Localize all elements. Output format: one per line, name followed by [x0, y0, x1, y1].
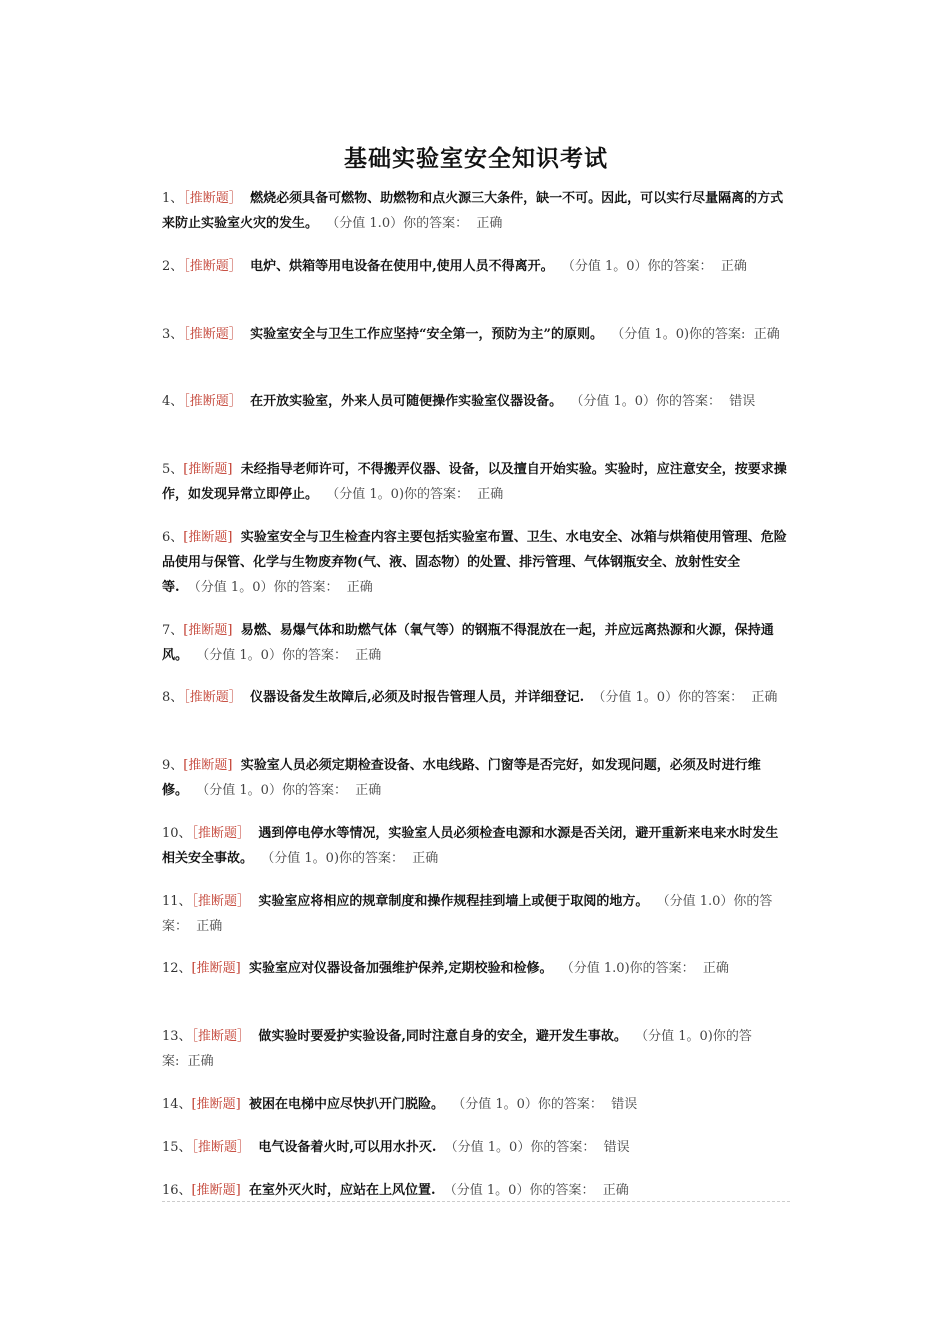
question-number: 4、 — [162, 394, 184, 409]
question-type-tag: ［推断题］ — [191, 826, 251, 841]
question-item — [162, 889, 790, 939]
question-score: （分值 1。0）你的答案： — [196, 648, 347, 663]
question-type-tag: ［推断题］ — [191, 894, 251, 909]
question-item — [162, 186, 790, 236]
question-type-tag: [推断题] — [191, 1097, 241, 1112]
question-statement: 实验室安全与卫生检查内容主要包括实验室布置、卫生、水电安全、冰箱与烘箱使用管理、危险品使用与保管、化学与生物废弃物(气、液、固态物）的处置、排污管理、气体钢瓶安全、放射性安全等. — [162, 530, 787, 595]
question-number: 14、 — [162, 1097, 192, 1112]
question-statement: 实验室应将相应的规章制度和操作规程挂到墙上或便于取阅的地方。 — [258, 894, 649, 909]
question-number: 6、 — [162, 530, 184, 545]
question-answer: 错误 — [603, 1140, 630, 1155]
question-type-tag: [推断题] — [183, 462, 233, 477]
question-type-tag: ［推断题］ — [183, 394, 242, 409]
question-number: 1、 — [162, 191, 184, 206]
question-number: 13、 — [162, 1029, 192, 1044]
question-statement: 电气设备着火时,可以用水扑灭. — [258, 1140, 437, 1155]
question-answer: 正确 — [753, 327, 780, 342]
question-type-tag: [推断题] — [183, 530, 233, 545]
question-score: （分值 1。0)你的答案： — [326, 487, 470, 502]
question-score: （分值 1。0）你的答案： — [187, 580, 339, 595]
question-score: （分值 1。0）你的答案： — [561, 259, 713, 274]
question-statement: 易燃、易爆气体和助燃气体（氧气等）的钢瓶不得混放在一起，并应远离热源和火源，保持通风。 — [162, 623, 774, 663]
question-statement: 实验室安全与卫生工作应坚持“安全第一，预防为主”的原则。 — [250, 327, 604, 342]
question-number: 15、 — [162, 1140, 192, 1155]
question-statement: 未经指导老师许可，不得搬弄仪器、设备，以及擅自开始实验。实验时，应注意安全，按要求操作，如发现异常立即停止。 — [162, 462, 787, 502]
question-statement: 燃烧必须具备可燃物、助燃物和点火源三大条件，缺一不可。因此，可以实行尽量隔离的方式来防止实验室火灾的发生。 — [162, 191, 784, 231]
divider — [162, 1201, 790, 1202]
question-score: （分值 1。0）你的答案： — [444, 1140, 596, 1155]
question-item — [162, 1092, 790, 1117]
question-item — [162, 525, 790, 600]
question-statement: 做实验时要爱护实验设备,同时注意自身的安全，避开发生事故。 — [258, 1029, 627, 1044]
question-score: （分值 1.0）你的答案： — [162, 894, 773, 934]
question-statement: 实验室应对仪器设备加强维护保养,定期校验和检修。 — [248, 961, 553, 976]
question-item — [162, 821, 790, 871]
question-item — [162, 322, 790, 347]
question-type-tag: [推断题] — [191, 1183, 241, 1198]
question-answer: 正确 — [187, 1054, 214, 1069]
question-score: （分值 1。0）你的答案： — [570, 394, 722, 409]
question-statement: 在开放实验室，外来人员可随便操作实验室仪器设备。 — [250, 394, 563, 409]
question-number: 9、 — [162, 758, 184, 773]
question-number: 7、 — [162, 623, 184, 638]
question-item — [162, 753, 790, 803]
question-answer: 正确 — [602, 1183, 629, 1198]
question-number: 5、 — [162, 462, 184, 477]
question-answer: 正确 — [346, 580, 373, 595]
question-score: （分值 1.0)你的答案： — [560, 961, 695, 976]
question-item — [162, 1135, 790, 1160]
question-answer: 正确 — [751, 690, 778, 705]
question-item — [162, 685, 790, 710]
question-statement: 电炉、烘箱等用电设备在使用中,使用人员不得离开。 — [250, 259, 554, 274]
question-item — [162, 1024, 790, 1074]
question-score: （分值 1。0）你的答案： — [196, 783, 347, 798]
question-type-tag: ［推断题］ — [183, 690, 242, 705]
question-item — [162, 956, 790, 981]
question-number: 11、 — [162, 894, 192, 909]
question-number: 16、 — [162, 1183, 192, 1198]
question-type-tag: ［推断题］ — [183, 191, 242, 206]
question-item — [162, 254, 790, 279]
question-item — [162, 618, 790, 668]
question-item — [162, 457, 790, 507]
question-type-tag: [推断题] — [183, 623, 233, 638]
question-answer: 正确 — [355, 783, 382, 798]
question-statement: 在室外灭火时，应站在上风位置. — [248, 1183, 436, 1198]
question-answer: 正确 — [477, 487, 504, 502]
question-answer: 正确 — [476, 216, 503, 231]
question-type-tag: ［推断题］ — [183, 259, 242, 274]
question-item — [162, 389, 790, 414]
question-number: 2、 — [162, 259, 184, 274]
question-answer: 正确 — [355, 648, 382, 663]
question-item — [162, 1178, 790, 1203]
question-score: （分值 1。0）你的答案： — [452, 1097, 603, 1112]
question-number: 8、 — [162, 690, 184, 705]
question-answer: 正确 — [412, 851, 439, 866]
question-number: 12、 — [162, 961, 192, 976]
question-score: （分值 1。0)你的答案： — [261, 851, 405, 866]
question-statement: 遇到停电停水等情况，实验室人员必须检查电源和水源是否关闭，避开重新来电来水时发生相关安全事故。 — [162, 826, 779, 866]
page-title: 基础实验室安全知识考试 — [344, 145, 608, 172]
question-type-tag: ［推断题］ — [191, 1140, 251, 1155]
question-type-tag: [推断题] — [191, 961, 241, 976]
question-type-tag: ［推断题］ — [191, 1029, 251, 1044]
question-number: 3、 — [162, 327, 184, 342]
question-score: （分值 1。0)你的答案: — [611, 327, 746, 342]
question-answer: 正确 — [196, 919, 223, 934]
question-score: （分值 1。0）你的答案： — [592, 690, 744, 705]
question-number: 10、 — [162, 826, 192, 841]
question-statement: 实验室人员必须定期检查设备、水电线路、门窗等是否完好，如发现问题，必须及时进行维修。 — [162, 758, 761, 798]
question-score: （分值 1。0）你的答案： — [443, 1183, 595, 1198]
question-score: （分值 1.0）你的答案： — [326, 216, 469, 231]
question-answer: 错误 — [611, 1097, 638, 1112]
question-type-tag: ［推断题］ — [183, 327, 242, 342]
question-answer: 正确 — [720, 259, 747, 274]
question-type-tag: [推断题] — [183, 758, 233, 773]
question-answer: 错误 — [729, 394, 756, 409]
question-statement: 仪器设备发生故障后,必须及时报告管理人员，并详细登记. — [250, 690, 585, 705]
question-answer: 正确 — [702, 961, 729, 976]
question-statement: 被困在电梯中应尽快扒开门脱险。 — [248, 1097, 444, 1112]
question-score: （分值 1。0)你的答案: — [162, 1029, 752, 1069]
